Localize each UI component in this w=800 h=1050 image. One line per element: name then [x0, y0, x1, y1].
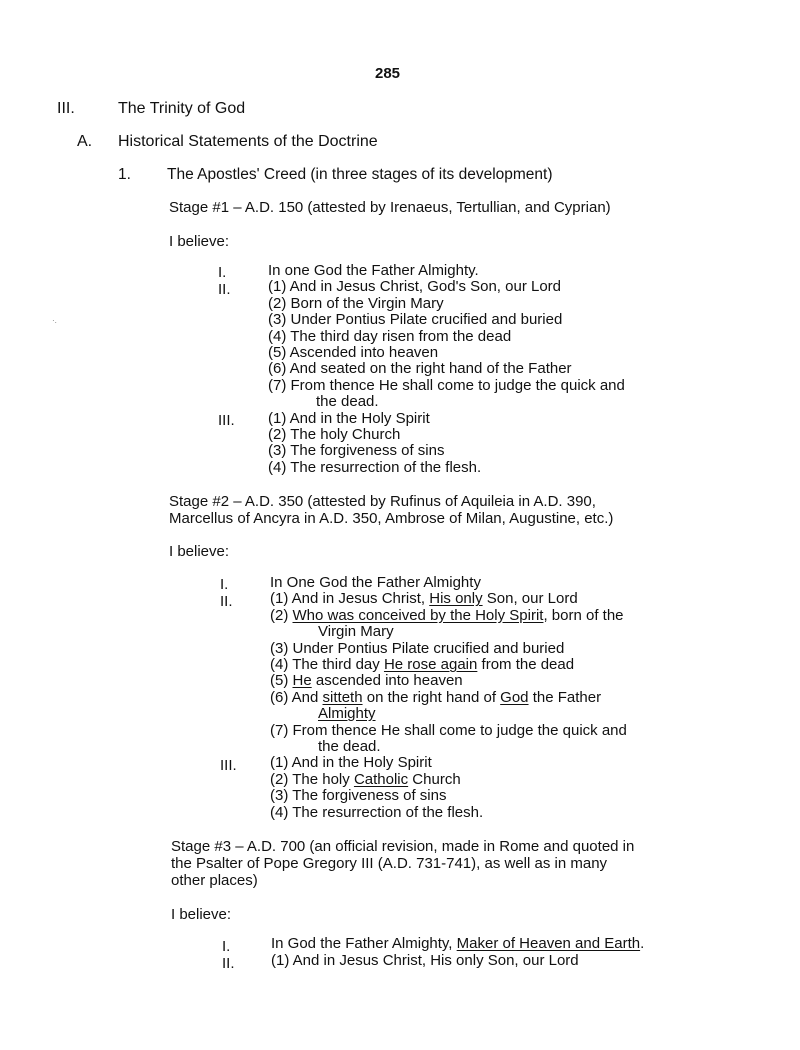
subsection-title: Historical Statements of the Doctrine	[118, 133, 378, 150]
stage2-line: (3) Under Pontius Pilate crucified and buried	[270, 639, 565, 657]
stage2-line: (3) The forgiveness of sins	[270, 787, 447, 805]
stage3-line: (1) And in Jesus Christ, His only Son, our Lord	[271, 952, 579, 969]
stage3-line: In God the Father Almighty, Maker of Heaven and Earth.	[271, 935, 645, 952]
stage1-line: (2) The holy Church	[268, 426, 401, 443]
stage2-line: (2) The holy Catholic Church	[270, 770, 461, 788]
stage3-numeral-1: I.	[222, 938, 231, 955]
stage2-numeral-2: II.	[220, 593, 233, 610]
stage1-numeral-1: I.	[218, 264, 227, 281]
stage2-line: Virgin Mary	[318, 623, 394, 641]
subsection-letter: A.	[77, 133, 93, 150]
stage1-line: (3) The forgiveness of sins	[268, 442, 445, 460]
stage1-line: the dead.	[316, 393, 379, 411]
stage2-heading-line1: Stage #2 – A.D. 350 (attested by Rufinus of Aquileia in A.D. 390,	[169, 493, 596, 510]
item-title: The Apostles' Creed (in three stages of its development)	[167, 166, 553, 183]
stage2-line: In One God the Father Almighty	[270, 574, 481, 591]
stage2-line: Almighty	[318, 705, 376, 723]
stage2-line: (6) And sitteth on the right hand of God the Father	[270, 688, 602, 706]
stage1-line: (5) Ascended into heaven	[268, 344, 439, 361]
stage1-heading: Stage #1 – A.D. 150 (attested by Irenaeus, Tertullian, and Cyprian)	[169, 199, 611, 216]
stage1-line: (1) And in the Holy Spirit	[268, 409, 430, 427]
stage2-line: (7) From thence He shall come to judge the quick and	[270, 721, 627, 739]
stage2-numeral-1: I.	[220, 576, 229, 593]
stage3-heading-line3: other places)	[171, 872, 258, 889]
stage3-intro: I believe:	[171, 906, 232, 923]
page-number: 285	[375, 65, 401, 82]
stage2-line: (2) Who was conceived by the Holy Spirit, born of the	[270, 606, 624, 624]
stage3-heading-line2: the Psalter of Pope Gregory III (A.D. 731-741), as well as in many	[171, 855, 608, 872]
stage2-line: the dead.	[318, 738, 381, 755]
stage2-line: (1) And in Jesus Christ, His only Son, our Lord	[270, 590, 578, 608]
stage1-line: (3) Under Pontius Pilate crucified and buried	[268, 311, 563, 329]
stage2-line: (5) He ascended into heaven	[270, 672, 463, 690]
stage1-line: (4) The resurrection of the flesh.	[268, 458, 482, 476]
stage2-line: (4) The resurrection of the flesh.	[270, 803, 484, 821]
stage1-line: (6) And seated on the right hand of the Father	[268, 360, 572, 378]
stage3-numeral-2: II.	[222, 955, 235, 972]
stage1-line: (2) Born of the Virgin Mary	[268, 294, 444, 312]
stage1-line: (4) The third day risen from the dead	[268, 327, 512, 345]
stage2-intro: I believe:	[169, 543, 230, 560]
stage2-heading-line2: Marcellus of Ancyra in A.D. 350, Ambrose of Milan, Augustine, etc.)	[169, 510, 614, 527]
stage2-line: (4) The third day He rose again from the dead	[270, 656, 575, 673]
stage1-numeral-2: II.	[218, 281, 231, 298]
scan-speck: ·.	[52, 316, 57, 325]
section-title: The Trinity of God	[118, 100, 246, 117]
stage2-numeral-3: III.	[220, 757, 237, 774]
stage1-line: (1) And in Jesus Christ, God's Son, our Lord	[268, 278, 562, 296]
item-number: 1.	[118, 166, 131, 183]
section-numeral: III.	[57, 100, 75, 117]
stage1-numeral-3: III.	[218, 412, 235, 429]
stage1-line: (7) From thence He shall come to judge the quick and	[268, 376, 625, 394]
stage1-intro: I believe:	[169, 233, 230, 250]
stage2-line: (1) And in the Holy Spirit	[270, 754, 432, 772]
stage1-line: In one God the Father Almighty.	[268, 262, 479, 279]
stage3-heading-line1: Stage #3 – A.D. 700 (an official revision, made in Rome and quoted in	[171, 838, 635, 855]
